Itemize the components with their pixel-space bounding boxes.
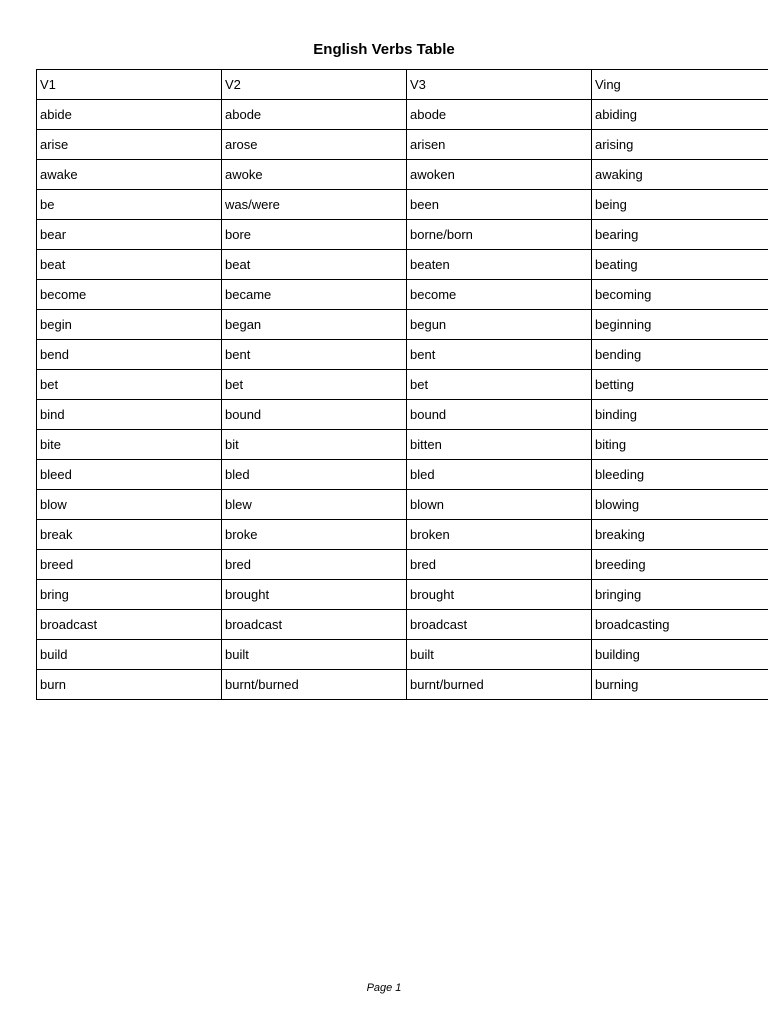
table-row xyxy=(37,130,768,160)
table-row xyxy=(37,310,768,340)
table-row xyxy=(37,250,768,280)
cell-v1: bite xyxy=(37,430,222,460)
cell-v1: abide xyxy=(37,100,222,130)
cell-v1: bring xyxy=(37,580,222,610)
table-row xyxy=(37,670,768,700)
cell-v1: bleed xyxy=(37,460,222,490)
cell-v2: became xyxy=(222,280,407,310)
table-row xyxy=(37,490,768,520)
table-row xyxy=(37,100,768,130)
cell-v1: breed xyxy=(37,550,222,580)
cell-v3: burnt/burned xyxy=(407,670,592,700)
cell-v2: bit xyxy=(222,430,407,460)
cell-v2: bore xyxy=(222,220,407,250)
cell-v3: beaten xyxy=(407,250,592,280)
cell-v2: beat xyxy=(222,250,407,280)
table-row xyxy=(37,550,768,580)
cell-v3: broken xyxy=(407,520,592,550)
cell-v3: borne/born xyxy=(407,220,592,250)
cell-v1: become xyxy=(37,280,222,310)
cell-v2: burnt/burned xyxy=(222,670,407,700)
table-row xyxy=(37,220,768,250)
cell-ving: bleeding xyxy=(592,460,768,490)
table-row xyxy=(37,190,768,220)
cell-v3: awoken xyxy=(407,160,592,190)
cell-v3: broadcast xyxy=(407,610,592,640)
cell-v3: bent xyxy=(407,340,592,370)
table-row xyxy=(37,580,768,610)
cell-ving: burning xyxy=(592,670,768,700)
cell-v3: arisen xyxy=(407,130,592,160)
cell-v2: began xyxy=(222,310,407,340)
cell-v2: bent xyxy=(222,340,407,370)
verbs-table-body xyxy=(37,70,768,700)
table-row xyxy=(37,430,768,460)
cell-ving: abiding xyxy=(592,100,768,130)
table-row xyxy=(37,460,768,490)
cell-ving: bringing xyxy=(592,580,768,610)
cell-ving: breeding xyxy=(592,550,768,580)
cell-v2: arose xyxy=(222,130,407,160)
cell-v1: beat xyxy=(37,250,222,280)
cell-v2: blew xyxy=(222,490,407,520)
cell-v2: abode xyxy=(222,100,407,130)
cell-ving: binding xyxy=(592,400,768,430)
cell-ving: being xyxy=(592,190,768,220)
cell-ving: becoming xyxy=(592,280,768,310)
cell-v1: begin xyxy=(37,310,222,340)
page-number: Page 1 xyxy=(366,982,402,994)
table-row xyxy=(37,640,768,670)
table-row xyxy=(37,610,768,640)
cell-v3: bound xyxy=(407,400,592,430)
cell-v1: build xyxy=(37,640,222,670)
cell-v1: broadcast xyxy=(37,610,222,640)
cell-v2: broke xyxy=(222,520,407,550)
cell-v2: bled xyxy=(222,460,407,490)
cell-v3: brought xyxy=(407,580,592,610)
cell-v3: begun xyxy=(407,310,592,340)
cell-v2: bred xyxy=(222,550,407,580)
cell-v3: abode xyxy=(407,100,592,130)
header-ving: Ving xyxy=(592,70,768,100)
cell-v1: awake xyxy=(37,160,222,190)
cell-ving: beating xyxy=(592,250,768,280)
table-row xyxy=(37,370,768,400)
cell-v1: be xyxy=(37,190,222,220)
cell-v1: bear xyxy=(37,220,222,250)
cell-v1: bend xyxy=(37,340,222,370)
cell-v2: awoke xyxy=(222,160,407,190)
table-row xyxy=(37,520,768,550)
cell-ving: broadcasting xyxy=(592,610,768,640)
cell-ving: bearing xyxy=(592,220,768,250)
cell-v2: broadcast xyxy=(222,610,407,640)
cell-v2: bound xyxy=(222,400,407,430)
table-header-row xyxy=(37,70,768,100)
table-row xyxy=(37,160,768,190)
cell-ving: biting xyxy=(592,430,768,460)
cell-v1: arise xyxy=(37,130,222,160)
header-v1: V1 xyxy=(37,70,222,100)
page-title: English Verbs Table xyxy=(313,41,455,58)
cell-v2: brought xyxy=(222,580,407,610)
cell-ving: blowing xyxy=(592,490,768,520)
cell-v1: break xyxy=(37,520,222,550)
cell-v2: was/were xyxy=(222,190,407,220)
cell-v3: become xyxy=(407,280,592,310)
cell-v1: blow xyxy=(37,490,222,520)
cell-ving: breaking xyxy=(592,520,768,550)
header-v3: V3 xyxy=(407,70,592,100)
cell-v1: bind xyxy=(37,400,222,430)
cell-ving: beginning xyxy=(592,310,768,340)
cell-v3: bet xyxy=(407,370,592,400)
cell-v3: blown xyxy=(407,490,592,520)
table-row xyxy=(37,400,768,430)
cell-ving: bending xyxy=(592,340,768,370)
cell-ving: betting xyxy=(592,370,768,400)
verbs-table xyxy=(36,69,768,700)
cell-v3: bled xyxy=(407,460,592,490)
cell-ving: building xyxy=(592,640,768,670)
header-v2: V2 xyxy=(222,70,407,100)
table-row xyxy=(37,280,768,310)
cell-ving: arising xyxy=(592,130,768,160)
cell-v3: bred xyxy=(407,550,592,580)
cell-ving: awaking xyxy=(592,160,768,190)
cell-v3: been xyxy=(407,190,592,220)
cell-v1: burn xyxy=(37,670,222,700)
cell-v3: built xyxy=(407,640,592,670)
cell-v2: built xyxy=(222,640,407,670)
cell-v3: bitten xyxy=(407,430,592,460)
cell-v2: bet xyxy=(222,370,407,400)
table-row xyxy=(37,340,768,370)
cell-v1: bet xyxy=(37,370,222,400)
